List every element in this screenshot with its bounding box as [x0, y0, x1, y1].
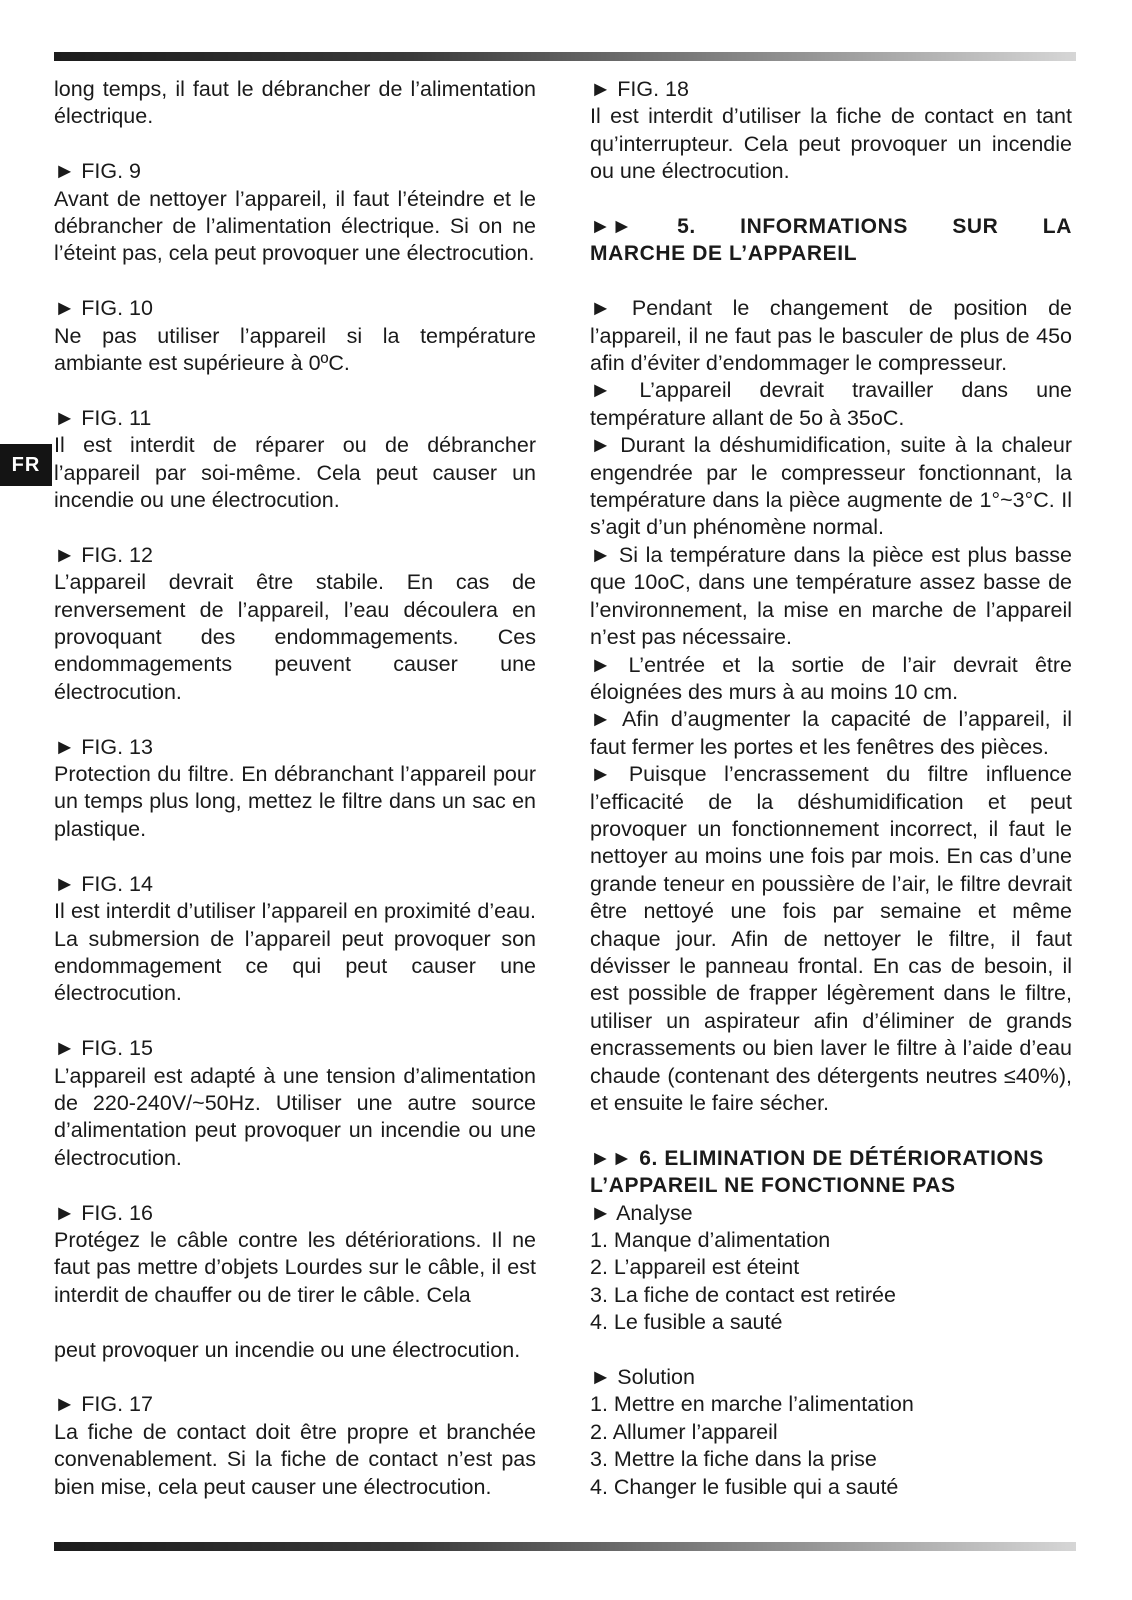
bullet-item: ► Afin d’augmenter la capacité de l’appareil, il faut fermer les portes et les fenêtres des pièces. — [590, 707, 1072, 759]
solution-item: 4. Changer le fusible qui a sauté — [590, 1474, 899, 1499]
analyse-item: 3. La fiche de contact est retirée — [590, 1282, 896, 1307]
fig-12-label: ► FIG. 12 — [54, 542, 153, 567]
fig-9-text: Avant de nettoyer l’appareil, il faut l’éteindre et le débrancher de l’alimentation électrique. Si on ne l’éteint pas, cela peut provoquer une électrocution. — [54, 186, 536, 266]
section-6-heading-line2: L’APPAREIL NE FONCTIONNE PAS — [590, 1174, 956, 1198]
solution-item: 2. Allumer l’appareil — [590, 1419, 778, 1444]
bullet-item: ► Puisque l’encrassement du filtre influence l’efficacité de la déshumidification et peut provoquer un fonctionnement incorrect, il faut le nettoyer au moins une fois par mois. En cas d’une grande teneur en poussière de l’air, le filtre devrait être nettoyé une fois par semaine et même chaque jour. Afin de nettoyer le filtre, il faut dévisser le panneau frontal. En cas de besoin, il est possible de frapper légèrement dans le filtre, utiliser un aspirateur afin d’éliminer de grands encrassements ou bien laver le filtre à l’aide d’eau chaude (contenant des détergents neutres ≤40%), et ensuite le faire sécher. — [590, 762, 1072, 1115]
fig-15-label: ► FIG. 15 — [54, 1036, 153, 1061]
fig-13-label: ► FIG. 13 — [54, 734, 153, 759]
bullet-item: ► L’appareil devrait travailler dans une température allant de 5o à 35oC. — [590, 378, 1072, 430]
bottom-rule — [54, 1542, 1076, 1551]
fig-11-label: ► FIG. 11 — [54, 405, 152, 430]
bullet-item: ► Durant la déshumidification, suite à la chaleur engendrée par le compresseur fonctionnant, la température dans la pièce augmente de 1°~3°C. Il s’agit d’un phénomène normal. — [590, 433, 1072, 540]
bullet-item: ► L’entrée et la sortie de l’air devrait être éloignées des murs à au moins 10 cm. — [590, 652, 1072, 704]
fig-11-text: Il est interdit de réparer ou de débrancher l’appareil par soi-même. Cela peut causer un incendie ou une électrocution. — [54, 433, 536, 513]
language-tab: FR — [0, 444, 52, 486]
top-rule — [54, 52, 1076, 61]
analyse-item: 4. Le fusible a sauté — [590, 1310, 783, 1335]
section-5-heading-line1: ►► 5. INFORMATIONS SUR LA — [590, 215, 1072, 239]
fig-14-label: ► FIG. 14 — [54, 871, 153, 896]
right-column — [590, 76, 1072, 1501]
left-column — [54, 76, 536, 1501]
solution-title: ► Solution — [590, 1365, 695, 1390]
section-5-heading-line2: MARCHE DE L’APPAREIL — [590, 242, 858, 266]
section-6-heading-line1: ►► 6. ELIMINATION DE DÉTÉRIORATIONS — [590, 1146, 1044, 1170]
intro-text: long temps, il faut le débrancher de l’alimentation électrique. — [54, 77, 536, 129]
bullet-item: ► Si la température dans la pièce est plus basse que 10oC, dans une température assez basse de l’environnement, la mise en marche de l’appareil n’est pas nécessaire. — [590, 542, 1072, 650]
fig-16-text: Protégez le câble contre les détériorations. Il ne faut pas mettre d’objets Lourdes sur le câble, il est interdit de chauffer ou de tirer le câble. Cela — [54, 1227, 536, 1307]
fig-17-text: La fiche de contact doit être propre et branchée convenablement. Si la fiche de contact n’est pas bien mise, cela peut causer une électrocution. — [54, 1419, 536, 1499]
fig-15-text: L’appareil est adapté à une tension d’alimentation de 220-240V/~50Hz. Utiliser une autre source d’alimentation peut provoquer un incendie ou une électrocution. — [54, 1063, 536, 1170]
fig-14-text: Il est interdit d’utiliser l’appareil en proximité d’eau. La submersion de l’appareil peut provoquer son endommagement ce qui peut causer une électrocution. — [54, 899, 536, 1006]
fig-9-label: ► FIG. 9 — [54, 159, 141, 184]
analyse-item: 1. Manque d’alimentation — [590, 1228, 831, 1253]
fig-10-label: ► FIG. 10 — [54, 296, 153, 321]
fig-17-label: ► FIG. 17 — [54, 1392, 153, 1417]
fig-16-label: ► FIG. 16 — [54, 1200, 153, 1225]
fig-12-text: L’appareil devrait être stabile. En cas de renversement de l’appareil, l’eau découlera en provoquant des endommagements. Ces endommagements peuvent causer une électrocution. — [54, 570, 536, 704]
solution-item: 3. Mettre la fiche dans la prise — [590, 1447, 877, 1472]
fig-18-label: ► FIG. 18 — [590, 77, 689, 101]
bullet-item: ► Pendant le changement de position de l’appareil, il ne faut pas le basculer de plus de 45o afin d’éviter d’endommager le compresseur. — [590, 296, 1072, 376]
fig-10-text: Ne pas utiliser l’appareil si la température ambiante est supérieure à 0ºC. — [54, 323, 536, 376]
fig-13-text: Protection du filtre. En débranchant l’appareil pour un temps plus long, mettez le filtre dans un sac en plastique. — [54, 762, 536, 841]
analyse-item: 2. L’appareil est éteint — [590, 1255, 800, 1280]
fig-16-continuation: peut provoquer un incendie ou une électrocution. — [54, 1337, 521, 1362]
fig-18-text: Il est interdit d’utiliser la fiche de contact en tant qu’interrupteur. Cela peut provoquer un incendie ou une électrocution. — [590, 104, 1072, 184]
analyse-title: ► Analyse — [590, 1200, 693, 1225]
solution-item: 1. Mettre en marche l’alimentation — [590, 1392, 914, 1417]
